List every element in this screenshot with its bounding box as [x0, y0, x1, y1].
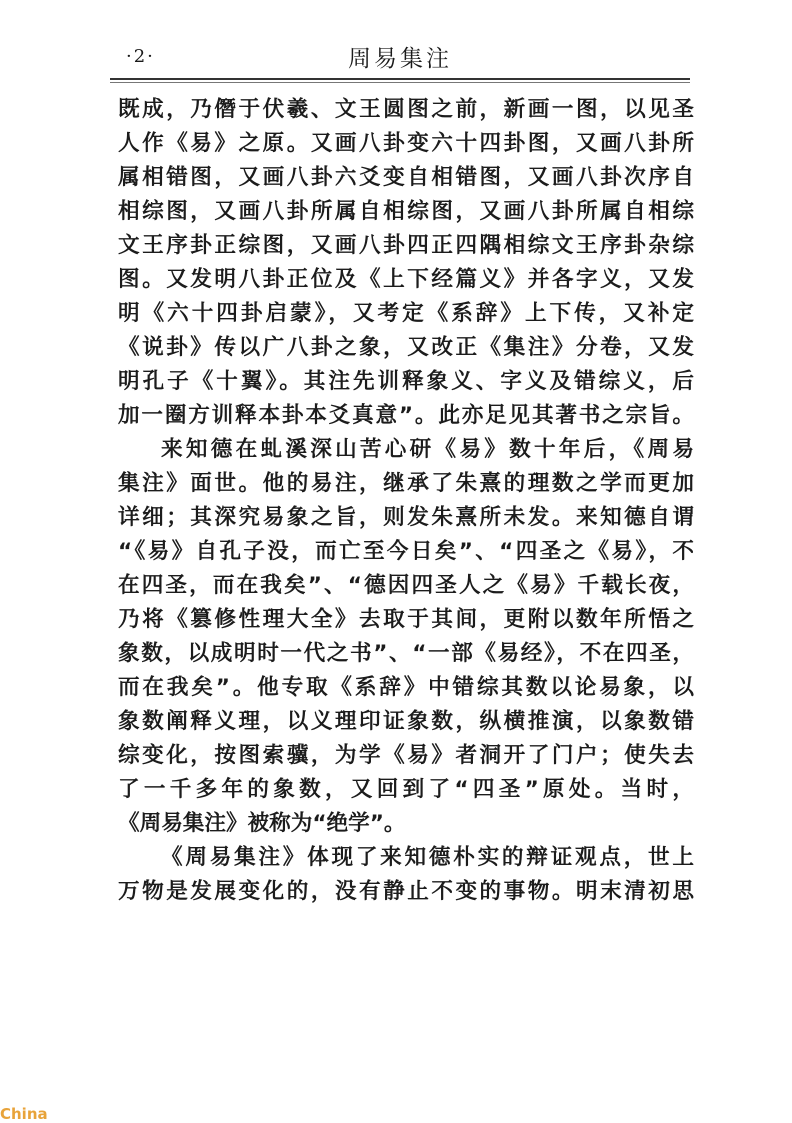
- body-text: [118, 93, 698, 909]
- text-line: 而在我矣”。他专取《系辞》中错综其数以论易象，以: [118, 675, 694, 700]
- text-line: 了一千多年的象数，又回到了“四圣”原处。当时，: [118, 777, 694, 802]
- text-line: 人作《易》之原。又画八卦变六十四卦图，又画八卦所: [118, 131, 694, 156]
- text-line: 明《六十四卦启蒙》，又考定《系辞》上下传，又补定: [118, 301, 694, 326]
- header-rule-thin: [110, 82, 690, 83]
- page-title: 周易集注: [348, 46, 452, 72]
- text-line: “《易》自孔子没，而亡至今日矣”、“四圣之《易》，不: [118, 539, 694, 564]
- text-line: 文王序卦正综图，又画八卦四正四隅相综文王序卦杂综: [118, 233, 694, 258]
- text-line: 图。又发明八卦正位及《上下经篇义》并各字义，又发: [118, 267, 694, 292]
- text-line: 详细；其深究易象之旨，则发朱熹所未发。来知德自谓: [118, 505, 694, 530]
- text-line: 既成，乃僭于伏羲、文王圆图之前，新画一图，以见圣: [118, 97, 694, 122]
- text-line: 加一圈方训释本卦本爻真意”。此亦足见其著书之宗旨。: [118, 403, 694, 428]
- text-line: 象数，以成明时一代之书”、“一部《易经》，不在四圣，: [118, 641, 694, 666]
- text-line: 来知德在虬溪深山苦心研《易》数十年后，《周易: [161, 437, 694, 462]
- text-line: 集注》面世。他的易注，继承了朱熹的理数之学而更加: [118, 471, 694, 496]
- paragraph-1: [118, 93, 698, 433]
- paragraph-3: [118, 841, 698, 909]
- page-number: ·2·: [126, 46, 155, 67]
- text-line: 万物是发展变化的，没有静止不变的事物。明末清初思: [118, 879, 694, 904]
- text-line: 《周易集注》被称为“绝学”。: [118, 811, 406, 836]
- text-line: 综变化，按图索骥，为学《易》者洞开了门户；使失去: [118, 743, 694, 768]
- text-line: 《说卦》传以广八卦之象，又改正《集注》分卷，又发: [118, 335, 694, 360]
- text-line: 《周易集注》体现了来知德朴实的辩证观点，世上: [161, 845, 694, 870]
- text-line: 明孔子《十翼》。其注先训释象义、字义及错综义，后: [118, 369, 694, 394]
- text-line: 属相错图，又画八卦六爻变自相错图，又画八卦次序自: [118, 165, 694, 190]
- header-rule: [110, 78, 690, 80]
- text-line: 相综图，又画八卦所属自相综图，又画八卦所属自相综: [118, 199, 694, 224]
- paragraph-2: [118, 433, 698, 841]
- text-line: 乃将《篡修性理大全》去取于其间，更附以数年所悟之: [118, 607, 694, 632]
- text-line: 象数阐释义理，以义理印证象数，纵横推演，以象数错: [118, 709, 694, 734]
- text-line: 在四圣，而在我矣”、“德因四圣人之《易》千载长夜，: [118, 573, 694, 598]
- page-header: [110, 34, 690, 74]
- watermark: China: [0, 1105, 48, 1123]
